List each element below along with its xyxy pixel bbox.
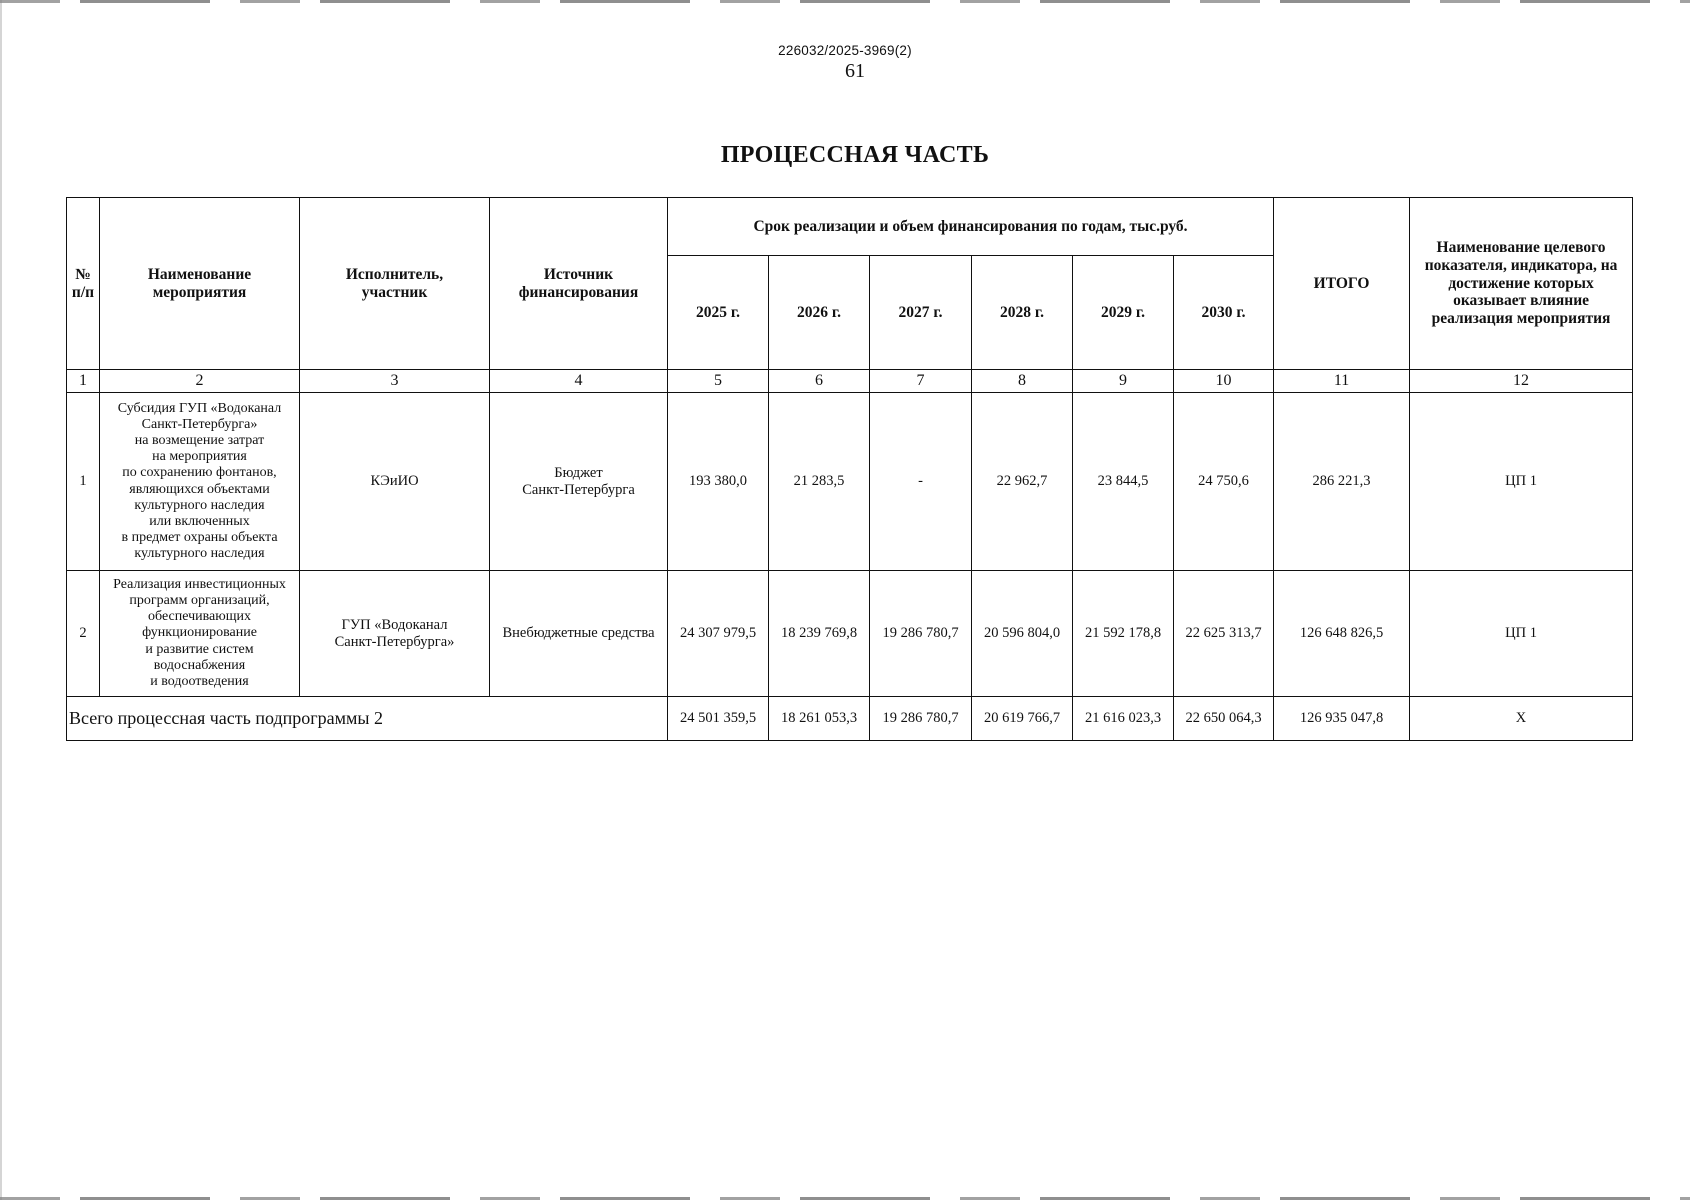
header-year: 2030 г. [1174,256,1274,370]
header-row-1 [67,198,1633,256]
header-executor: Исполнитель, участник [300,198,490,370]
row-value-2025: 24 307 979,5 [668,571,769,697]
summary-value-2028: 20 619 766,7 [972,697,1073,741]
summary-row [67,697,1633,741]
header-period-group: Срок реализации и объем финансирования по годам, тыс.руб. [668,198,1274,256]
summary-value-2026: 18 261 053,3 [769,697,870,741]
summary-value-2029: 21 616 023,3 [1073,697,1174,741]
page-number: 61 [845,60,865,82]
financing-table [66,197,1633,741]
row-value-2026: 18 239 769,8 [769,571,870,697]
summary-total: 126 935 047,8 [1274,697,1410,741]
header-year: 2029 г. [1073,256,1174,370]
header-indicator: Наименование целевого показателя, индикатора, на достижение которых оказывает влияние реализация мероприятия [1410,198,1633,370]
page-title: ПРОЦЕССНАЯ ЧАСТЬ [720,142,990,168]
column-number: 7 [870,370,972,393]
summary-value-2030: 22 650 064,3 [1174,697,1274,741]
row-value-2027: 19 286 780,7 [870,571,972,697]
column-number: 1 [67,370,100,393]
column-numbers-row [67,370,1633,393]
column-number: 11 [1274,370,1410,393]
row-indicator: ЦП 1 [1410,393,1633,571]
row-event-name: Реализация инвестиционных программ организаций, обеспечивающих функционирование и развитие систем водоснабжения и водоотведения [100,571,300,697]
row-value-2026: 21 283,5 [769,393,870,571]
header-year: 2028 г. [972,256,1073,370]
row-executor: КЭиИО [300,393,490,571]
row-value-2028: 22 962,7 [972,393,1073,571]
row-source: Бюджет Санкт-Петербурга [490,393,668,571]
column-number: 9 [1073,370,1174,393]
row-value-2029: 21 592 178,8 [1073,571,1174,697]
summary-indicator: X [1410,697,1633,741]
column-number: 3 [300,370,490,393]
table-row [67,571,1633,697]
column-number: 5 [668,370,769,393]
table-row [67,393,1633,571]
row-no: 2 [67,571,100,697]
row-value-2028: 20 596 804,0 [972,571,1073,697]
row-no: 1 [67,393,100,571]
row-value-2030: 22 625 313,7 [1174,571,1274,697]
column-number: 4 [490,370,668,393]
column-number: 2 [100,370,300,393]
header-year: 2025 г. [668,256,769,370]
row-source: Внебюджетные средства [490,571,668,697]
row-total: 286 221,3 [1274,393,1410,571]
scan-edge-left [0,0,2,1200]
column-number: 6 [769,370,870,393]
row-value-2029: 23 844,5 [1073,393,1174,571]
header-year: 2026 г. [769,256,870,370]
column-number: 8 [972,370,1073,393]
row-event-name: Субсидия ГУП «Водоканал Санкт-Петербурга» на возмещение затрат на мероприятия по сохранению фонтанов, являющихся объектами культурного наследия или включенных в предмет охраны объекта культурного наследия [100,393,300,571]
row-executor: ГУП «Водоканал Санкт-Петербурга» [300,571,490,697]
header-source: Источник финансирования [490,198,668,370]
header-name: Наименование мероприятия [100,198,300,370]
summary-value-2025: 24 501 359,5 [668,697,769,741]
document-reference: 226032/2025-3969(2) [778,43,912,58]
row-indicator: ЦП 1 [1410,571,1633,697]
column-number: 12 [1410,370,1633,393]
header-total: ИТОГО [1274,198,1410,370]
row-value-2027: - [870,393,972,571]
summary-label: Всего процессная часть подпрограммы 2 [67,697,668,741]
header-year: 2027 г. [870,256,972,370]
row-value-2025: 193 380,0 [668,393,769,571]
row-value-2030: 24 750,6 [1174,393,1274,571]
column-number: 10 [1174,370,1274,393]
summary-value-2027: 19 286 780,7 [870,697,972,741]
header-no: № п/п [67,198,100,370]
scan-edge-top [0,0,1690,3]
row-total: 126 648 826,5 [1274,571,1410,697]
